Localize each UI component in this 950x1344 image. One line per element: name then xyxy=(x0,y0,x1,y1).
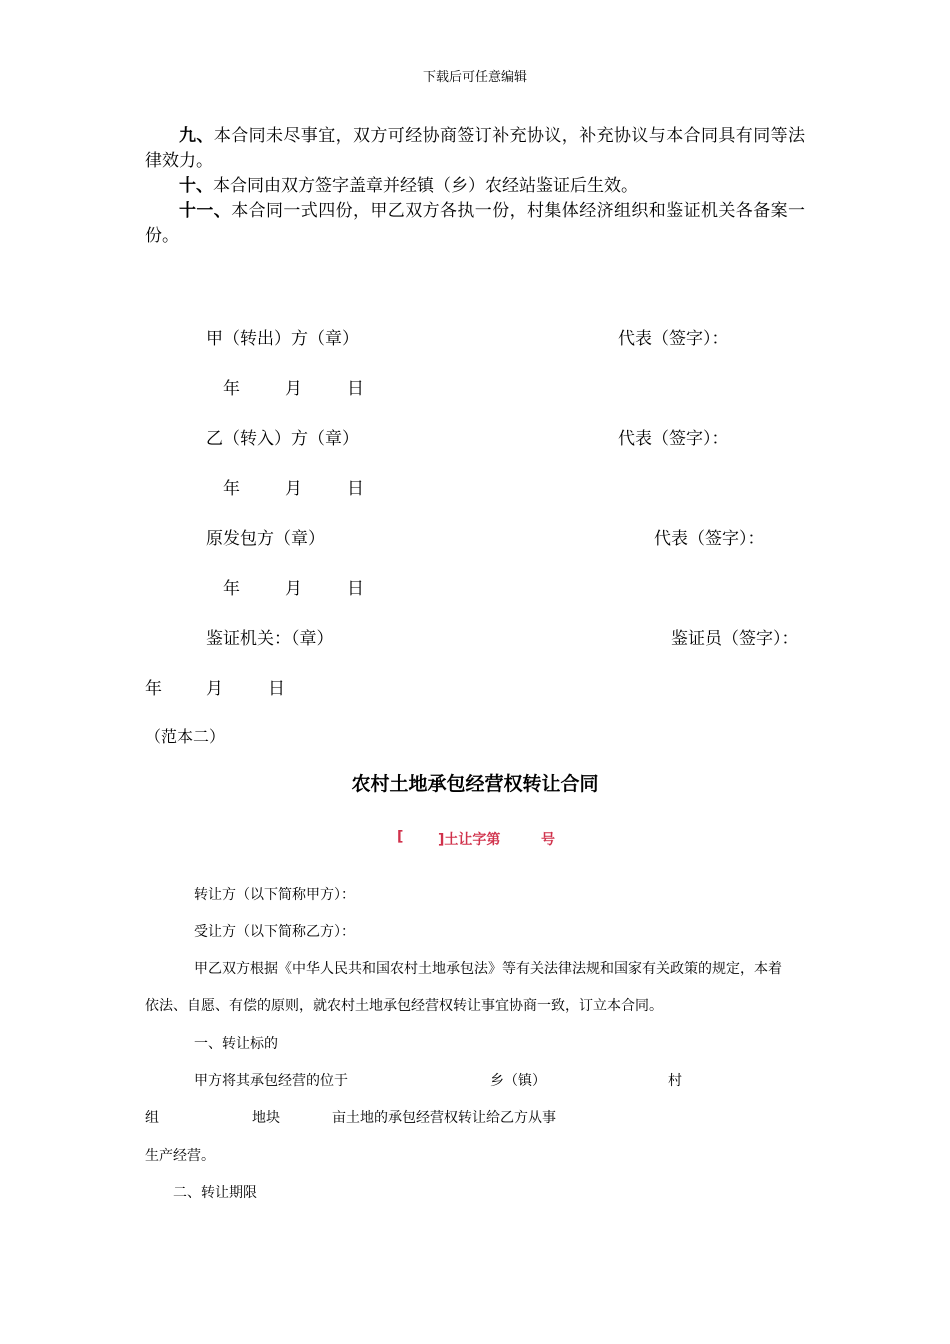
ref-number-open: [ xyxy=(397,829,404,845)
date-year: 年 xyxy=(223,479,240,499)
contract-title: 农村土地承包经营权转让合同 xyxy=(351,773,599,795)
authority-seal: 鉴证机关：（章） xyxy=(206,629,334,649)
clause-11 xyxy=(145,199,805,249)
date-year: 年 xyxy=(145,679,162,699)
clause-text: 本合同未尽事宜，双方可经协商签订补充协议，补充协议与本合同具有同等法律效力。 xyxy=(145,126,806,171)
intro-line-2: 依法、自愿、有偿的原则，就农村土地承包经营权转让事宜协商一致，订立本合同。 xyxy=(145,998,663,1014)
date-day: 日 xyxy=(347,579,364,599)
template-label: （范本二） xyxy=(145,727,226,746)
section-heading: 二、转让期限 xyxy=(173,1185,257,1201)
location-group: 组 xyxy=(145,1110,159,1126)
date-month: 月 xyxy=(206,679,223,699)
clause-9 xyxy=(145,124,805,174)
date-month: 月 xyxy=(285,379,302,399)
ref-number-suffix: 号 xyxy=(541,832,555,848)
party-b-rep-signature: 代表（签字）： xyxy=(618,429,729,449)
date-day: 日 xyxy=(347,479,364,499)
authority-rep-signature: 鉴证员（签字）： xyxy=(671,629,799,649)
date-day: 日 xyxy=(347,379,364,399)
date-month: 月 xyxy=(285,479,302,499)
contractor-seal: 原发包方（章） xyxy=(206,529,325,549)
date-month: 月 xyxy=(285,579,302,599)
clause-number: 十、 xyxy=(179,176,213,196)
party-a-rep-signature: 代表（签字）： xyxy=(618,329,729,349)
date-year: 年 xyxy=(223,379,240,399)
date-year: 年 xyxy=(223,579,240,599)
clause-text: 本合同一式四份，甲乙双方各执一份，村集体经济组织和鉴证机关各备案一份。 xyxy=(145,201,806,246)
party-b-seal: 乙（转入）方（章） xyxy=(206,429,359,449)
clause-text: 本合同由双方签字盖章并经镇（乡）农经站鉴证后生效。 xyxy=(213,176,638,196)
ref-number-label: ]土让字第 xyxy=(438,832,501,848)
location-plot: 地块 xyxy=(252,1110,280,1126)
date-day: 日 xyxy=(268,679,285,699)
contractor-rep-signature: 代表（签字）： xyxy=(654,529,765,549)
transferee-line: 受让方（以下简称乙方）： xyxy=(194,924,355,940)
clause-10 xyxy=(145,174,805,199)
clause-number: 九、 xyxy=(179,126,214,146)
location-village: 村 xyxy=(668,1073,682,1089)
intro-line-1: 甲乙双方根据《中华人民共和国农村土地承包法》等有关法律法规和国家有关政策的规定，本着 xyxy=(194,961,782,977)
location-end: 生产经营。 xyxy=(145,1148,215,1164)
location-start: 甲方将其承包经营的位于 xyxy=(194,1073,348,1089)
page-header: 下载后可任意编辑 xyxy=(422,70,527,85)
location-mu: 亩土地的承包经营权转让给乙方从事 xyxy=(332,1110,556,1126)
transferor-line: 转让方（以下简称甲方）： xyxy=(194,887,355,903)
clause-number: 十一、 xyxy=(179,201,232,221)
section-heading: 一、转让标的 xyxy=(194,1036,278,1052)
party-a-seal: 甲（转出）方（章） xyxy=(206,329,359,349)
location-township: 乡（镇） xyxy=(490,1073,546,1089)
